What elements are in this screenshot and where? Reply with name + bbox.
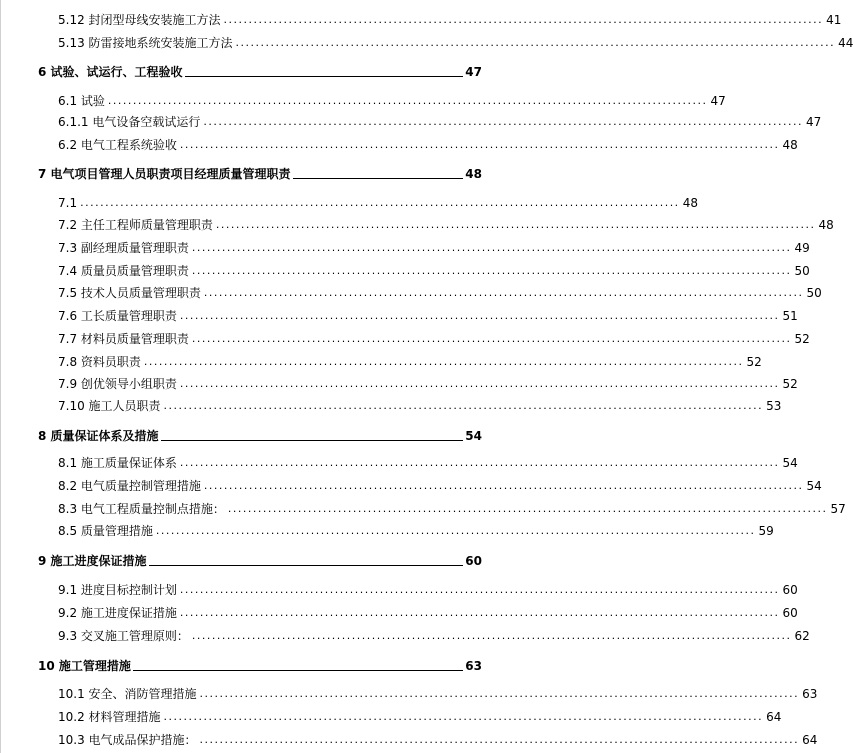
toc-chapter-entry[interactable] xyxy=(38,549,482,569)
toc-leader-dots: ........................................................................................................................ xyxy=(199,733,800,746)
toc-section-entry[interactable] xyxy=(58,259,810,279)
toc-entry-title: 7 电气项目管理人员职责项目经理质量管理职责 xyxy=(38,167,291,181)
toc-leader-dots: ........................................................................................................................ xyxy=(235,36,836,49)
toc-page-number: 62 xyxy=(794,629,810,643)
toc-page-number: 53 xyxy=(766,399,782,413)
toc-section-entry[interactable] xyxy=(58,304,798,324)
toc-entry-title: 9.3 交叉施工管理原则： xyxy=(58,629,189,643)
toc-page-number: 50 xyxy=(806,286,822,300)
toc-page-number: 47 xyxy=(465,65,482,79)
toc-section-entry[interactable] xyxy=(58,8,842,28)
toc-page-number: 54 xyxy=(782,456,798,470)
toc-leader-dots: ........................................................................................................................ xyxy=(203,479,804,492)
toc-section-entry[interactable] xyxy=(58,705,782,725)
toc-leader-dots: ........................................................................................................................ xyxy=(179,583,780,596)
toc-section-entry[interactable] xyxy=(58,519,774,539)
toc-leader-dots: ........................................................................................................................ xyxy=(163,710,764,723)
toc-chapter-entry[interactable] xyxy=(38,654,482,674)
toc-leader-dots xyxy=(293,177,464,179)
toc-entry-title: 5.12 封闭型母线安装施工方法 xyxy=(58,13,221,27)
toc-entry-title: 9.2 施工进度保证措施 xyxy=(58,606,177,620)
toc-entry-title: 8.2 电气质量控制管理措施 xyxy=(58,479,201,493)
toc-page-number: 52 xyxy=(782,377,798,391)
toc-leader-dots: ........................................................................................................................ xyxy=(223,13,824,26)
toc-entry-title: 8 质量保证体系及措施 xyxy=(38,429,159,443)
toc-entry-title: 10 施工管理措施 xyxy=(38,659,131,673)
toc-chapter-entry[interactable] xyxy=(38,60,482,80)
toc-entry-title: 7.5 技术人员质量管理职责 xyxy=(58,286,201,300)
toc-section-entry[interactable] xyxy=(58,682,818,702)
toc-page-number: 60 xyxy=(465,554,482,568)
toc-leader-dots: ........................................................................................................................ xyxy=(191,241,792,254)
toc-entry-title: 9 施工进度保证措施 xyxy=(38,554,147,568)
toc-page-number: 54 xyxy=(806,479,822,493)
toc-section-entry[interactable] xyxy=(58,601,798,621)
toc-page-number: 47 xyxy=(805,115,822,129)
toc-page-number: 44 xyxy=(838,36,853,50)
toc-leader-dots: ........................................................................................................................ xyxy=(163,399,764,412)
toc-page-number: 63 xyxy=(802,687,818,701)
toc-page-number: 50 xyxy=(794,264,810,278)
toc-leader-dots: ........................................................................................................................ xyxy=(203,115,803,128)
toc-entry-title: 9.1 进度目标控制计划 xyxy=(58,583,177,597)
toc-leader-dots: ........................................................................................................................ xyxy=(179,309,780,322)
toc-entry-title: 5.13 防雷接地系统安装施工方法 xyxy=(58,36,233,50)
toc-leader-dots xyxy=(149,564,464,566)
toc-page-number: 52 xyxy=(794,332,810,346)
toc-entry-title: 7.7 材料员质量管理职责 xyxy=(58,332,189,346)
toc-chapter-entry[interactable] xyxy=(38,424,482,444)
toc-page-number: 49 xyxy=(794,241,810,255)
toc-entry-title: 10.2 材料管理措施 xyxy=(58,710,161,724)
toc-leader-dots: ........................................................................................................................ xyxy=(203,286,804,299)
toc-entry-title: 6 试验、试运行、工程验收 xyxy=(38,65,183,79)
toc-section-entry[interactable] xyxy=(58,31,853,51)
toc-page-number: 64 xyxy=(802,733,818,747)
toc-leader-dots: ........................................................................................................................ xyxy=(191,629,792,642)
toc-leader-dots: ........................................................................................................................ xyxy=(179,456,780,469)
toc-entry-title: 10.3 电气成品保护措施： xyxy=(58,733,197,747)
toc-entry-title: 8.3 电气工程质量控制点措施： xyxy=(58,502,225,516)
toc-section-entry[interactable] xyxy=(58,89,726,109)
toc-entry-title: 7.1 xyxy=(58,196,78,210)
toc-leader-dots: ........................................................................................................................ xyxy=(191,332,792,345)
toc-section-entry[interactable] xyxy=(58,213,834,233)
toc-page-number: 57 xyxy=(830,502,846,516)
toc-page-number: 48 xyxy=(818,218,834,232)
toc-entry-title: 6.2 电气工程系统验收 xyxy=(58,138,177,152)
toc-section-entry[interactable] xyxy=(58,578,798,598)
toc-leader-dots xyxy=(133,669,463,671)
toc-chapter-entry[interactable] xyxy=(38,162,482,182)
toc-section-entry[interactable] xyxy=(58,350,762,370)
toc-entry-title: 7.3 副经理质量管理职责 xyxy=(58,241,189,255)
toc-entry-title: 6.1.1 电气设备空载试运行 xyxy=(58,115,201,129)
toc-section-entry[interactable] xyxy=(58,728,818,748)
toc-section-entry[interactable] xyxy=(58,236,810,256)
toc-entry-title: 6.1 试验 xyxy=(58,94,105,108)
toc-entry-title: 7.8 资料员职责 xyxy=(58,355,141,369)
toc-page-number: 63 xyxy=(465,659,482,673)
toc-section-entry[interactable] xyxy=(58,327,810,347)
toc-page-number: 51 xyxy=(782,309,798,323)
toc-section-entry[interactable] xyxy=(58,394,782,414)
toc-entry-title: 7.4 质量员质量管理职责 xyxy=(58,264,189,278)
toc-page-number: 48 xyxy=(782,138,798,152)
toc-leader-dots: ........................................................................................................................ xyxy=(227,502,828,515)
toc-page-number: 47 xyxy=(710,94,726,108)
toc-section-entry[interactable] xyxy=(58,191,698,211)
toc-page-number: 59 xyxy=(758,524,774,538)
toc-leader-dots: ........................................................................................................................ xyxy=(215,218,816,231)
toc-entry-title: 7.2 主任工程师质量管理职责 xyxy=(58,218,213,232)
toc-leader-dots: ........................................................................................................................ xyxy=(179,606,780,619)
toc-section-entry[interactable] xyxy=(58,497,846,517)
toc-section-entry[interactable] xyxy=(58,474,822,494)
toc-section-entry[interactable] xyxy=(58,451,798,471)
toc-section-entry[interactable] xyxy=(58,133,798,153)
toc-page-number: 48 xyxy=(465,167,482,181)
toc-page-number: 48 xyxy=(682,196,698,210)
toc-section-entry[interactable] xyxy=(58,110,822,130)
toc-leader-dots xyxy=(161,439,464,441)
toc-page-number: 41 xyxy=(826,13,842,27)
toc-entry-title: 8.5 质量管理措施 xyxy=(58,524,153,538)
toc-leader-dots xyxy=(185,75,464,77)
toc-page-number: 54 xyxy=(465,429,482,443)
toc-leader-dots: ........................................................................................................................ xyxy=(155,524,756,537)
toc-entry-title: 8.1 施工质量保证体系 xyxy=(58,456,177,470)
toc-leader-dots: ........................................................................................................................ xyxy=(199,687,800,700)
toc-page-number: 60 xyxy=(782,606,798,620)
toc-leader-dots: ........................................................................................................................ xyxy=(179,138,780,151)
toc-section-entry[interactable] xyxy=(58,281,822,301)
toc-section-entry[interactable] xyxy=(58,372,798,392)
toc-leader-dots: ........................................................................................................................ xyxy=(107,94,708,107)
toc-leader-dots: ........................................................................................................................ xyxy=(143,355,744,368)
toc-page-number: 64 xyxy=(766,710,782,724)
toc-leader-dots: ........................................................................................................................ xyxy=(191,264,792,277)
toc-entry-title: 10.1 安全、消防管理措施 xyxy=(58,687,197,701)
toc-leader-dots: ........................................................................................................................ xyxy=(179,377,780,390)
toc-section-entry[interactable] xyxy=(58,624,810,644)
toc-entry-title: 7.9 创优领导小组职责 xyxy=(58,377,177,391)
toc-page-number: 52 xyxy=(746,355,762,369)
toc-entry-title: 7.6 工长质量管理职责 xyxy=(58,309,177,323)
toc-leader-dots: ........................................................................................................................ xyxy=(80,196,680,209)
toc-page-number: 60 xyxy=(782,583,798,597)
toc-entry-title: 7.10 施工人员职责 xyxy=(58,399,161,413)
